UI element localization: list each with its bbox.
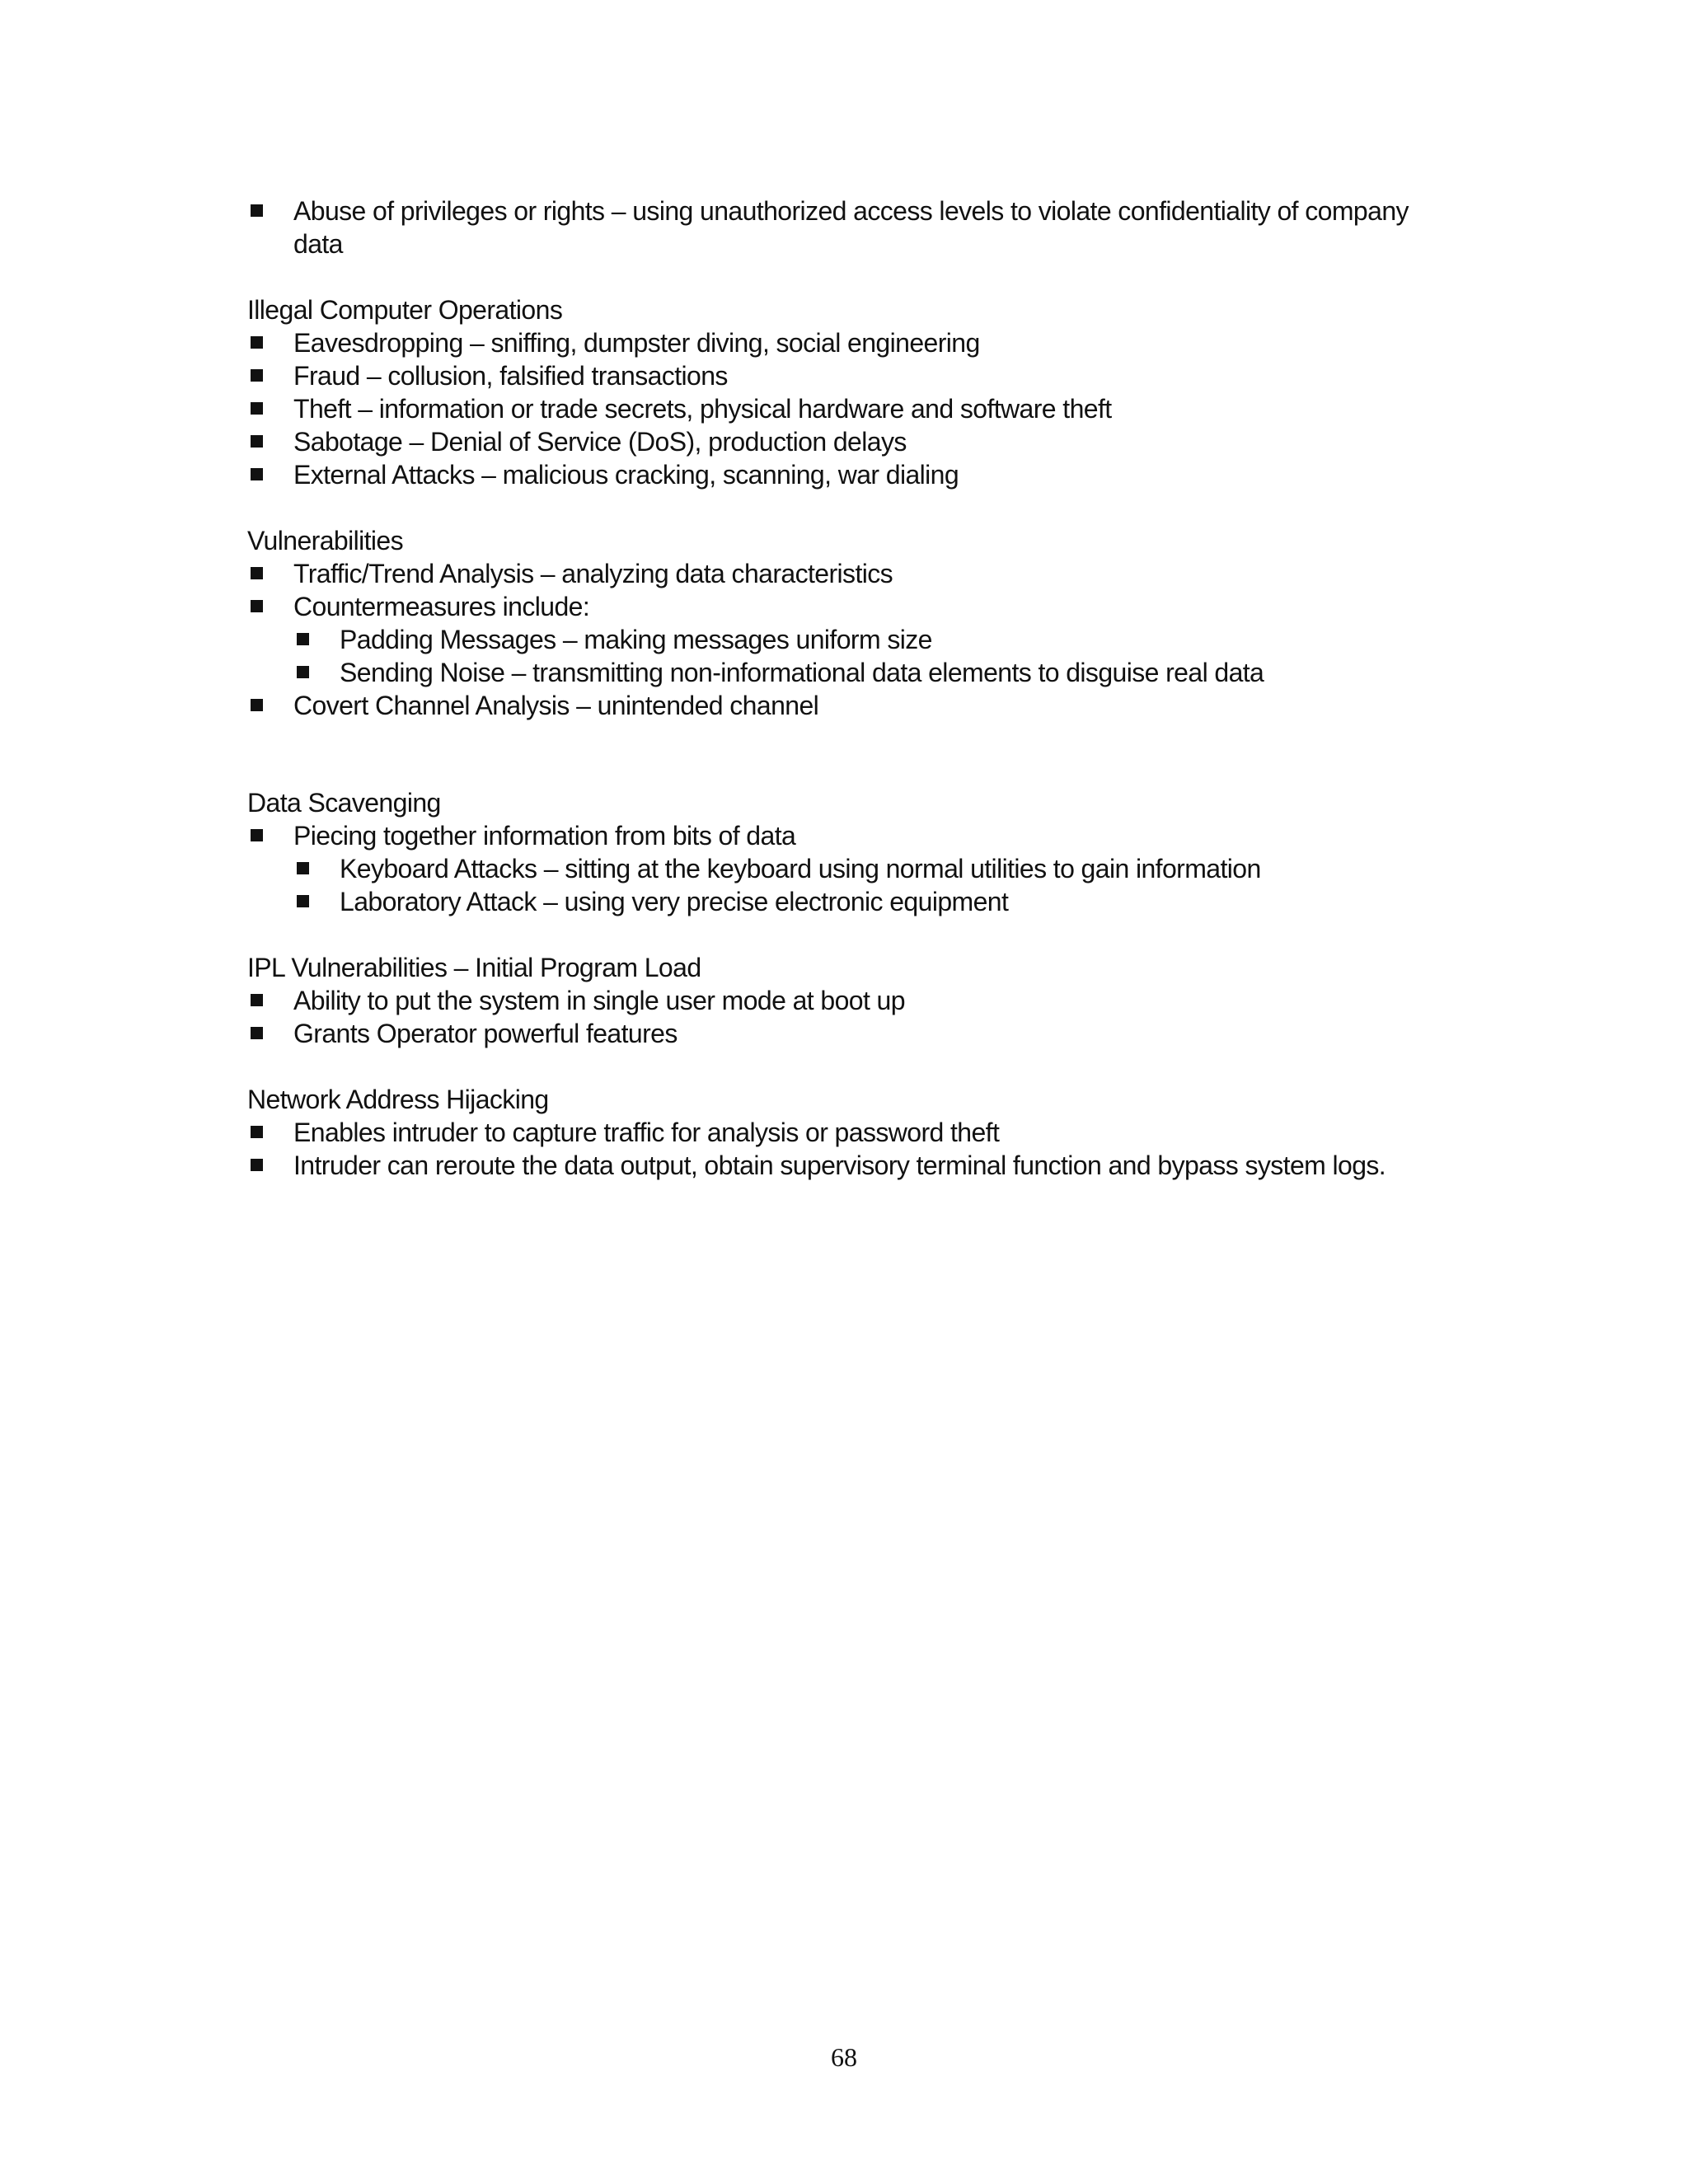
- list-item: [247, 689, 1418, 722]
- section-list: [247, 984, 1418, 1050]
- sub-list-item: [293, 656, 1418, 689]
- list-item: [247, 1017, 1418, 1050]
- sub-list: [293, 623, 1418, 689]
- list-item-text: Piecing together information from bits of data: [293, 821, 796, 851]
- section-heading: Illegal Computer Operations: [247, 295, 563, 325]
- sub-list-item: [293, 885, 1418, 918]
- section-heading: Network Address Hijacking: [247, 1085, 549, 1114]
- square-bullet-icon: [251, 369, 263, 382]
- list-item: [247, 984, 1418, 1017]
- list-item-text: Theft – information or trade secrets, physical hardware and software theft: [293, 394, 1112, 424]
- list-item-text: Abuse of privileges or rights – using unauthorized access levels to violate confidentiality of company data: [293, 196, 1409, 259]
- list-item: [247, 557, 1418, 590]
- section-heading: Vulnerabilities: [247, 526, 404, 555]
- list-item-text: Intruder can reroute the data output, obtain supervisory terminal function and bypass system logs.: [293, 1151, 1386, 1180]
- square-bullet-icon: [251, 402, 263, 415]
- section-list: [247, 819, 1418, 918]
- section-gap: [247, 260, 1418, 293]
- list-item-text: Enables intruder to capture traffic for analysis or password theft: [293, 1118, 1000, 1147]
- section-list: [247, 1116, 1418, 1182]
- list-item-text: Covert Channel Analysis – unintended channel: [293, 691, 819, 720]
- list-item-text: Laboratory Attack – using very precise electronic equipment: [340, 887, 1009, 916]
- list-item: [247, 819, 1418, 918]
- list-item: [247, 1149, 1418, 1182]
- list-item: [247, 392, 1418, 425]
- section-gap: [247, 491, 1418, 524]
- section-list: [247, 557, 1418, 722]
- list-item: [247, 194, 1418, 260]
- list-item-text: Traffic/Trend Analysis – analyzing data characteristics: [293, 559, 893, 588]
- sub-list-item: [293, 623, 1418, 656]
- square-bullet-icon: [297, 633, 309, 645]
- page-content: [247, 194, 1418, 1182]
- list-item-text: Grants Operator powerful features: [293, 1019, 678, 1048]
- list-item-text: Sabotage – Denial of Service (DoS), production delays: [293, 427, 907, 457]
- list-item: [247, 590, 1418, 689]
- intro-list: [247, 194, 1418, 260]
- list-item-text: Sending Noise – transmitting non-informational data elements to disguise real data: [340, 658, 1264, 687]
- section-heading: IPL Vulnerabilities – Initial Program Load: [247, 953, 701, 982]
- square-bullet-icon: [297, 862, 309, 874]
- list-item: [247, 458, 1418, 491]
- square-bullet-icon: [251, 567, 263, 579]
- section-data-scavenging: [247, 786, 1418, 918]
- section-gap: [247, 1050, 1418, 1083]
- square-bullet-icon: [251, 1027, 263, 1039]
- list-item-text: Ability to put the system in single user mode at boot up: [293, 986, 905, 1015]
- square-bullet-icon: [251, 1126, 263, 1138]
- sub-list-item: [293, 852, 1418, 885]
- square-bullet-icon: [251, 699, 263, 711]
- square-bullet-icon: [251, 829, 263, 841]
- square-bullet-icon: [251, 468, 263, 480]
- list-item: [247, 326, 1418, 359]
- list-item-text: Eavesdropping – sniffing, dumpster diving, social engineering: [293, 328, 980, 358]
- square-bullet-icon: [251, 994, 263, 1006]
- list-item-text: Padding Messages – making messages uniform size: [340, 625, 932, 654]
- square-bullet-icon: [297, 666, 309, 678]
- list-item-text: Keyboard Attacks – sitting at the keyboard using normal utilities to gain information: [340, 854, 1261, 883]
- section-list: [247, 326, 1418, 491]
- section-gap: [247, 918, 1418, 951]
- square-bullet-icon: [251, 600, 263, 612]
- list-item: [247, 425, 1418, 458]
- section-gap: [247, 722, 1418, 786]
- list-item-text: Fraud – collusion, falsified transactions: [293, 361, 728, 391]
- page-number: 68: [831, 2042, 857, 2072]
- list-item-text: External Attacks – malicious cracking, scanning, war dialing: [293, 460, 959, 490]
- square-bullet-icon: [251, 1159, 263, 1171]
- square-bullet-icon: [251, 336, 263, 349]
- section-illegal-computer-operations: [247, 293, 1418, 491]
- list-item-text: Countermeasures include:: [293, 592, 590, 621]
- section-ipl-vulnerabilities: [247, 951, 1418, 1050]
- sub-list: [293, 852, 1418, 918]
- list-item: [247, 1116, 1418, 1149]
- section-network-address-hijacking: [247, 1083, 1418, 1182]
- list-item: [247, 359, 1418, 392]
- section-vulnerabilities: [247, 524, 1418, 722]
- square-bullet-icon: [251, 204, 263, 217]
- square-bullet-icon: [297, 895, 309, 907]
- square-bullet-icon: [251, 435, 263, 448]
- section-heading: Data Scavenging: [247, 788, 441, 818]
